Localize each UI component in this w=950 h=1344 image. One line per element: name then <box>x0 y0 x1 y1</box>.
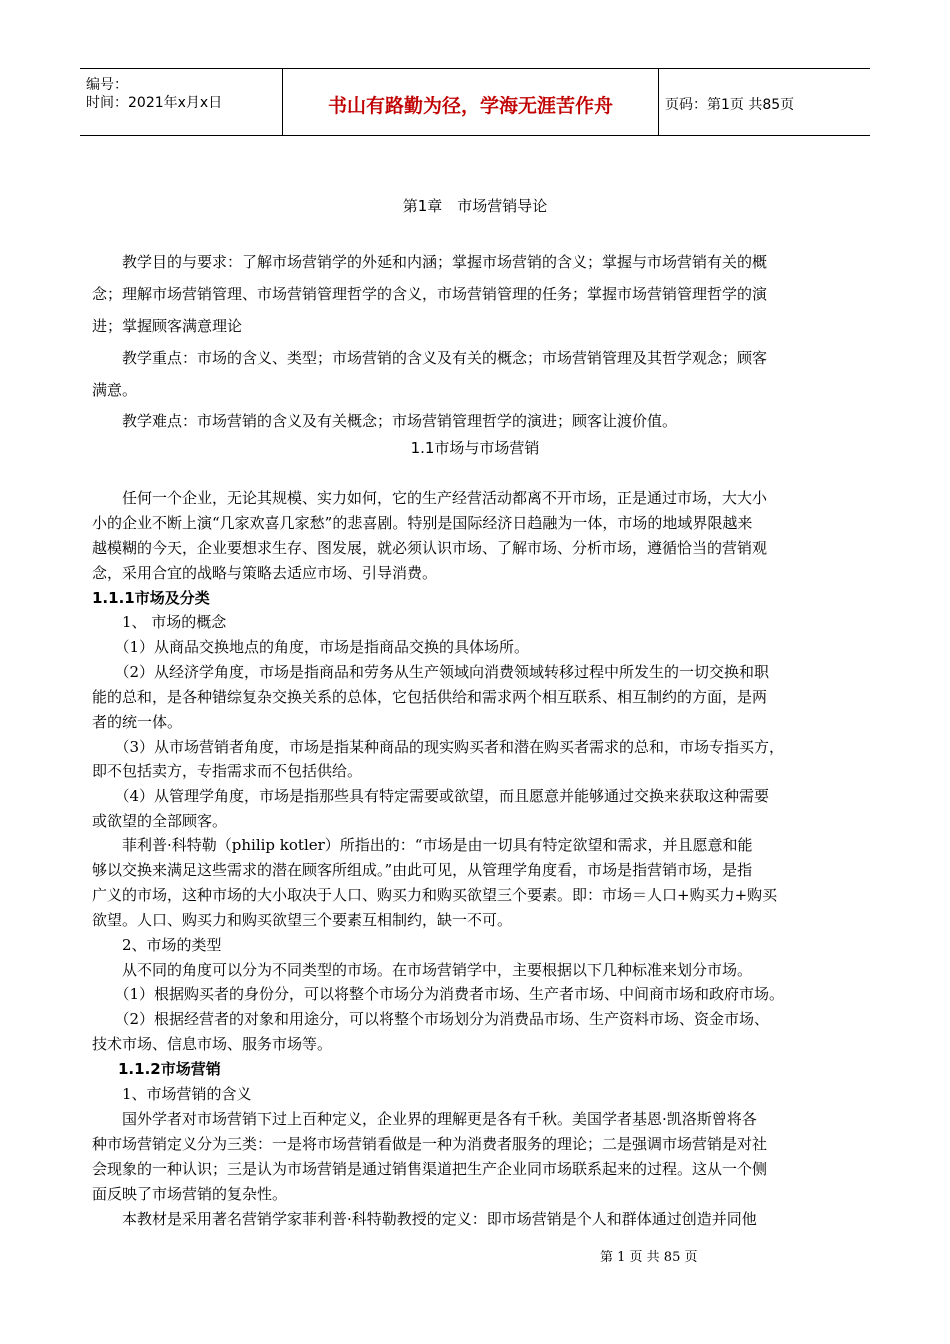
document-time-label: 时间：2021年x月x日 <box>86 95 223 111</box>
text-line: 能的总和，是各种错综复杂交换关系的总体，它包括供给和需求两个相互联系、相互制约的方面，是两 <box>92 688 768 706</box>
text-line: 技术市场、信息市场、服务市场等。 <box>92 1035 333 1053</box>
text-line: 进；掌握顾客满意理论 <box>92 317 243 335</box>
text-line: 任何一个企业，无论其规模、实力如何，它的生产经营活动都离不开市场，正是通过市场，大大小 <box>92 489 768 507</box>
text-line: 满意。 <box>92 381 138 399</box>
text-line: （3）从市场营销者角度，市场是指某种商品的现实购买者和潜在购买者需求的总和，市场专指买方， <box>92 738 785 756</box>
text-line: 者的统一体。 <box>92 713 183 731</box>
text-line: 本教材是采用著名营销学家菲利普·科特勒教授的定义：即市场营销是个人和群体通过创造并同他 <box>92 1210 757 1228</box>
chapter-title: 第1章 市场营销导论 <box>402 197 548 215</box>
text-line: （1）根据购买者的身份分，可以将整个市场分为消费者市场、生产者市场、中间商市场和政府市场。 <box>92 985 785 1003</box>
text-line: （4）从管理学角度，市场是指那些具有特定需要或欲望，而且愿意并能够通过交换来获取这种需要 <box>92 787 770 805</box>
text-line: 欲望。人口、购买力和购买欲望三个要素互相制约，缺一不可。 <box>92 911 513 929</box>
text-line: 1、市场营销的含义 <box>92 1085 252 1103</box>
text-line: 1、 市场的概念 <box>92 613 227 631</box>
text-line: 广义的市场，这种市场的大小取决于人口、购买力和购买欲望三个要素。即：市场＝人口+购买力+购买 <box>92 886 778 904</box>
text-line: 面反映了市场营销的复杂性。 <box>92 1185 288 1203</box>
page-header <box>80 68 870 136</box>
text-line: （1）从商品交换地点的角度，市场是指商品交换的具体场所。 <box>92 638 530 656</box>
text-line: 从不同的角度可以分为不同类型的市场。在市场营销学中，主要根据以下几种标准来划分市场。 <box>92 961 753 979</box>
subsection-heading: 1.1.1市场及分类 <box>92 589 210 607</box>
text-line: 菲利普·科特勒（philip kotler）所指出的：“市场是由一切具有特定欲望和需求，并且愿意和能 <box>92 836 753 854</box>
section-heading: 1.1市场与市场营销 <box>410 439 540 457</box>
header-page-info: 页码：第1页 共85页 <box>665 97 795 113</box>
header-left-cell <box>80 69 283 135</box>
text-line: 即不包括卖方，专指需求而不包括供给。 <box>92 762 363 780</box>
text-line: 国外学者对市场营销下过上百种定义，企业界的理解更是各有千秋。美国学者基恩·凯洛斯曾将各 <box>92 1110 757 1128</box>
text-line: 2、市场的类型 <box>92 936 222 954</box>
text-line: 够以交换来满足这些需求的潜在顾客所组成。”由此可见，从管理学角度看，市场是指营销市场，是指 <box>92 861 753 879</box>
subsection-heading: 1.1.2市场营销 <box>118 1060 221 1078</box>
text-line: 教学目的与要求：了解市场营销学的外延和内涵；掌握市场营销的含义；掌握与市场营销有关的概 <box>92 253 768 271</box>
header-right-cell <box>659 69 870 135</box>
page-footer: 第 1 页 共 85 页 <box>600 1250 698 1265</box>
text-line: 教学难点：市场营销的含义及有关概念；市场营销管理哲学的演进；顾客让渡价值。 <box>92 412 678 430</box>
text-line: 或欲望的全部顾客。 <box>92 812 228 830</box>
document-id-label: 编号： <box>86 77 128 93</box>
header-center-cell <box>283 69 659 135</box>
text-line: （2）从经济学角度，市场是指商品和劳务从生产领域向消费领域转移过程中所发生的一切交换和职 <box>92 663 770 681</box>
text-line: 念；理解市场营销管理、市场营销管理哲学的含义，市场营销管理的任务；掌握市场营销管理哲学的演 <box>92 285 768 303</box>
text-line: 小的企业不断上演“几家欢喜几家愁”的悲喜剧。特别是国际经济日趋融为一体，市场的地域界限越来 <box>92 514 753 532</box>
text-line: 念，采用合宜的战略与策略去适应市场、引导消费。 <box>92 564 438 582</box>
text-line: 教学重点：市场的含义、类型；市场营销的含义及有关的概念；市场营销管理及其哲学观念；顾客 <box>92 349 768 367</box>
text-line: （2）根据经营者的对象和用途分，可以将整个市场划分为消费品市场、生产资料市场、资金市场、 <box>92 1010 770 1028</box>
text-line: 会现象的一种认识；三是认为市场营销是通过销售渠道把生产企业同市场联系起来的过程。这从一个侧 <box>92 1160 768 1178</box>
header-motto: 书山有路勤为径，学海无涯苦作舟 <box>327 95 613 117</box>
text-line: 越模糊的今天，企业要想求生存、图发展，就必须认识市场、了解市场、分析市场，遵循恰当的营销观 <box>92 539 768 557</box>
text-line: 种市场营销定义分为三类：一是将市场营销看做是一种为消费者服务的理论；二是强调市场营销是对社 <box>92 1135 768 1153</box>
